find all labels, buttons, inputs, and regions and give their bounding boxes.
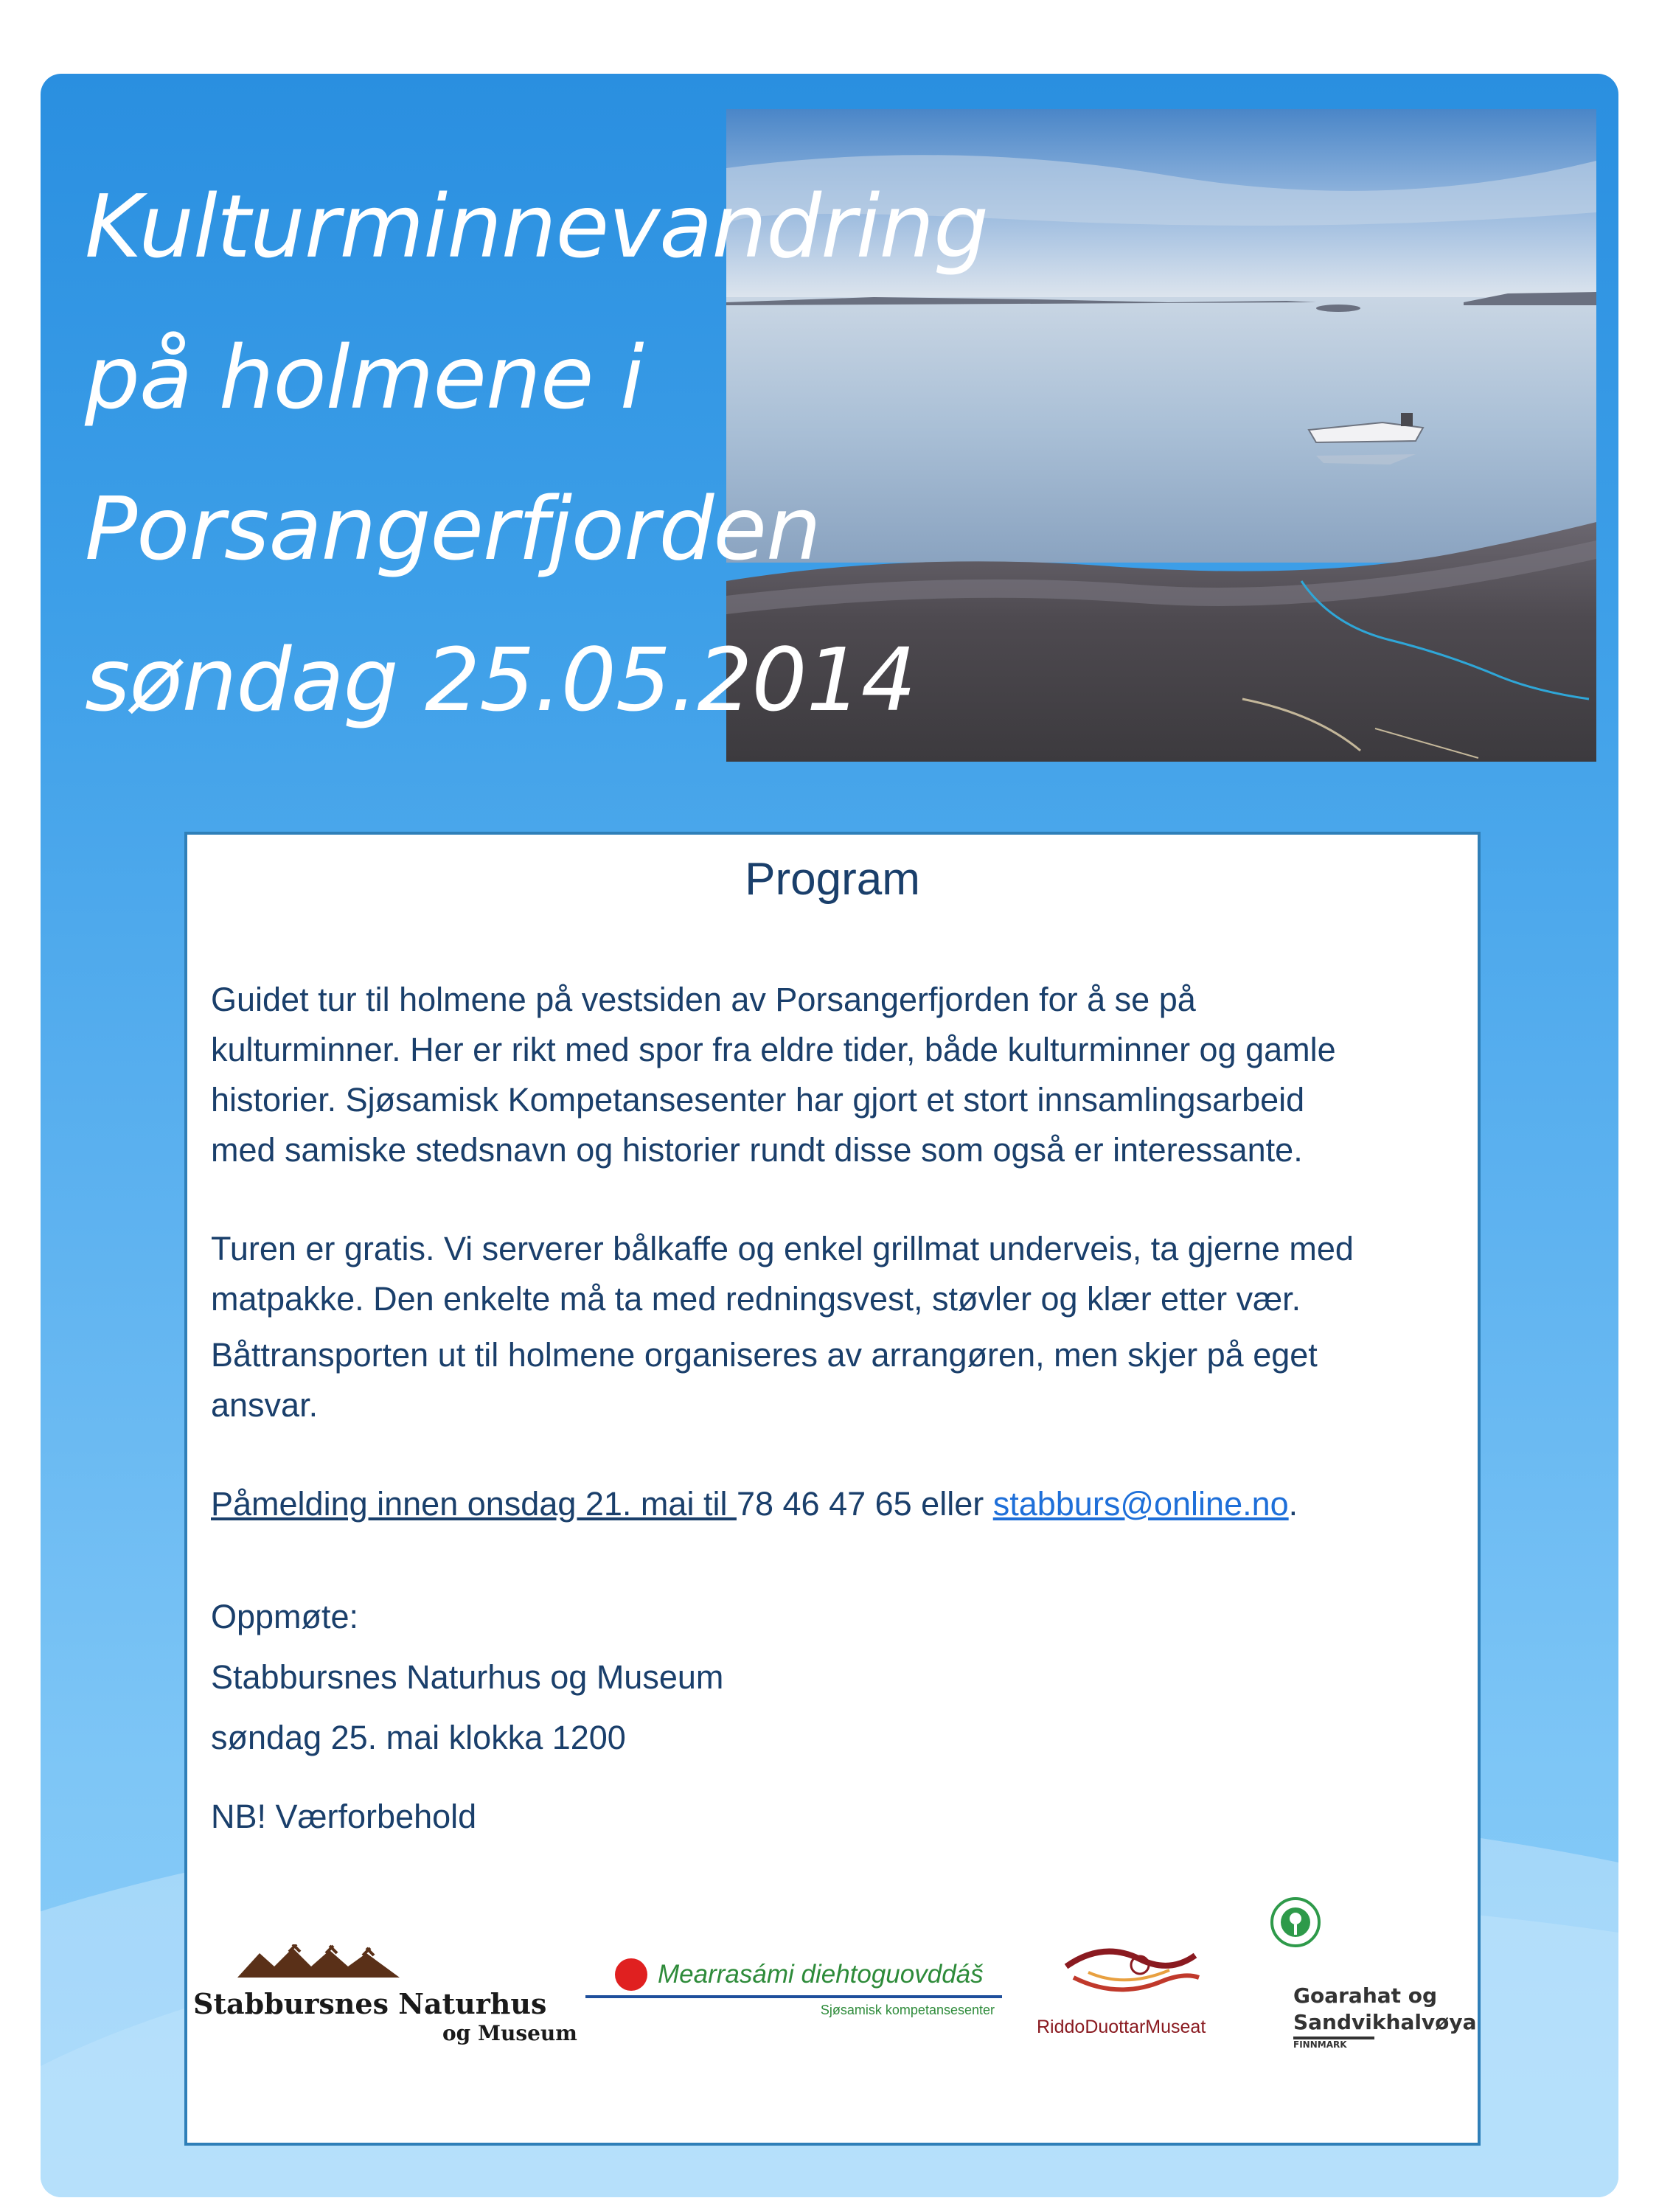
meeting-place: Stabbursnes Naturhus og Museum (211, 1658, 724, 1696)
text-line: Turen er gratis. Vi serverer bålkaffe og enkel grillmat underveis, ta gjerne med (211, 1230, 1354, 1267)
event-headline (85, 151, 988, 756)
signup-phone: 78 46 47 65 eller (736, 1485, 993, 1523)
signup-end: . (1288, 1485, 1298, 1523)
stabbursnes-logo (193, 1944, 577, 2055)
logo-text: Sandvikhalvøya (1293, 2010, 1477, 2034)
red-dot-icon (613, 1957, 649, 1992)
meeting-info (211, 1587, 723, 1768)
text-line: kulturminner. Her er rikt med spor fra eldre tider, både kulturminner og gamle (211, 1031, 1336, 1068)
riddo-logo (1037, 1937, 1243, 2048)
logo-text: Sjøsamisk kompetansesenter (820, 2003, 995, 2017)
mountains-icon (237, 1944, 414, 1981)
swirl-icon (1059, 1937, 1206, 2007)
signup-line (211, 1479, 1298, 1529)
headline-line: Porsangerfjorden (85, 478, 821, 580)
mearrasami-logo (585, 1957, 1002, 2038)
email-link[interactable]: stabburs@online.no (992, 1485, 1289, 1523)
headline-line: Kulturminnevandring (85, 175, 989, 277)
logo-text: Mearrasámi diehtoguovddáš (658, 1960, 984, 1989)
headline-line: på holmene i (85, 327, 644, 428)
text-line: historier. Sjøsamisk Kompetansesenter har gjort et stort innsamlingsarbeid (211, 1081, 1305, 1119)
goarahat-logo (1270, 1896, 1484, 2066)
protected-area-icon (1270, 1896, 1321, 1948)
text-line: Guidet tur til holmene på vestsiden av Porsangerfjorden for å se på (211, 981, 1196, 1018)
meeting-time: søndag 25. mai klokka 1200 (211, 1719, 626, 1756)
logo-text: RiddoDuottarMuseat (1037, 2017, 1206, 2037)
signup-deadline: Påmelding innen onsdag 21. mai til (211, 1485, 737, 1523)
program-title: Program (745, 854, 920, 905)
practical-info-paragraph (211, 1224, 1354, 1324)
logo-text: Stabbursnes Naturhus (193, 1987, 547, 2020)
logo-text: FINNMARK (1293, 2039, 1347, 2050)
text-line: Båttransporten ut til holmene organiseres av arrangøren, men skjer på eget (211, 1336, 1318, 1374)
text-line: ansvar. (211, 1386, 319, 1424)
logo-text: og Museum (442, 2021, 577, 2045)
logo-divider (585, 1995, 1002, 1998)
description-paragraph (211, 975, 1336, 1175)
meeting-label: Oppmøte: (211, 1598, 359, 1635)
text-line: matpakke. Den enkelte må ta med redningsvest, støvler og klær etter vær. (211, 1280, 1301, 1318)
logo-text: Goarahat og (1293, 1983, 1438, 2008)
weather-note: NB! Værforbehold (211, 1798, 477, 1835)
headline-line: søndag 25.05.2014 (85, 629, 916, 731)
text-line: med samiske stedsnavn og historier rundt disse som også er interessante. (211, 1131, 1303, 1169)
program-box (184, 832, 1481, 2146)
boat-transport-paragraph (211, 1330, 1318, 1430)
